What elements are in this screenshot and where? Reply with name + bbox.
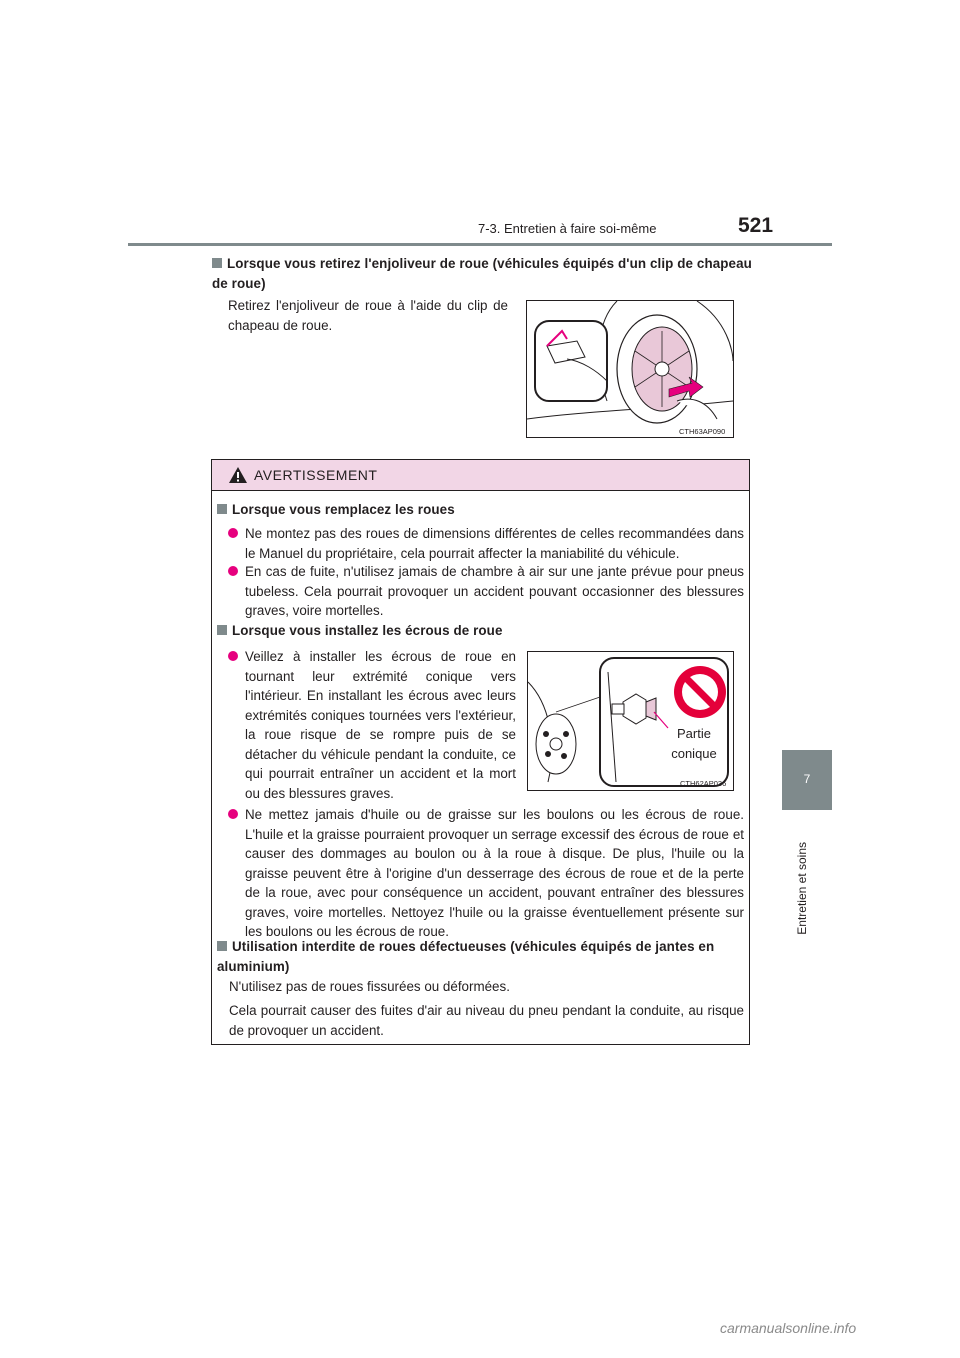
watermark-text: carmanualsonline.info bbox=[720, 1320, 857, 1336]
figure-code: CTH63AP090 bbox=[679, 427, 726, 436]
figure-code: CTH62AP036 bbox=[680, 779, 727, 788]
hubcap-removal-illustration bbox=[527, 301, 733, 437]
hubcap-figure bbox=[526, 300, 734, 438]
warning-sub3-para2: Cela pourrait causer des fuites d'air au niveau du pneu pendant la conduite, au risque de provoquer un accident. bbox=[229, 1003, 744, 1038]
wheel-nut-figure bbox=[527, 651, 734, 791]
chapter-number: 7 bbox=[803, 772, 811, 786]
running-header-section: 7-3. Entretien à faire soi-même bbox=[478, 221, 657, 236]
heading-square-icon bbox=[212, 258, 222, 268]
bullet-dot-icon bbox=[228, 528, 238, 538]
warning-sub3-para1: N'utilisez pas de roues fissurées ou déformées. bbox=[229, 979, 510, 994]
bullet-dot-icon bbox=[228, 566, 238, 576]
heading-square-icon bbox=[217, 941, 227, 951]
warning-box: AVERTISSEMENT Lorsque vous remplacez les roues Ne montez pas des roues de dimensions différentes de celles recommandées dans le Manuel du propriétaire, cela pourrait affecter la maniabilité du véhicule. En cas de fuite, n'utilisez jamais de chambre à air sur une jante prévue pour pneus tubeless. Cela pourrait provoquer un accident pouvant occasionner des blessures graves, voire mortelles. Lorsque vous installez les écrous de roue Veillez à installer les écrous de roue en tournant leur extrémité conique vers l'intérieur. En installant les écrous avec leurs extrémités coniques tournées vers l'extérieur, la roue risque de se rompre puis de se détacher du véhicule pendant la conduite, ce qui pourrait entraîner un accident et la mort ou des blessures graves. Partie conique CTH62AP036 Ne mettez jamais d'huile ou de graisse sur les boulons ou les écrous de roue. L'huile et la graisse pourraient provoquer un serrage excessif des écrous de roue et causer des dommages au boulon ou à la roue à disque. De plus, l'huile ou la graisse peuvent être à l'origine d'un desserrage des écrous de roue et de la perte de la roue, avec pour conséquence un accident, pouvant entraîner des blessures graves, voire mortelles. Nettoyez l'huile ou la graisse éventuellement présente sur les boulons ou les écrous de roue. Utilisation interdite de roues défectueuses (véhicules équipés de jantes en aluminium) N'utilisez pas de roues fissurées ou déformées. Cela pourrait causer des fuites d'air au niveau du pneu pendant la conduite, au risque de provoquer un accident. bbox=[211, 459, 750, 1045]
header-rule bbox=[128, 243, 832, 246]
wheel-nut-illustration bbox=[528, 652, 733, 790]
heading-square-icon bbox=[217, 625, 227, 635]
warning-triangle-icon bbox=[228, 466, 248, 484]
warning-header bbox=[212, 460, 749, 491]
chapter-label: Entretien et soins bbox=[795, 842, 809, 935]
warning-title: AVERTISSEMENT bbox=[254, 467, 378, 483]
bullet-dot-icon bbox=[228, 809, 238, 819]
chapter-tab[interactable] bbox=[782, 750, 832, 810]
warning-sub1-heading: Lorsque vous remplacez les roues bbox=[217, 500, 742, 520]
page-number: 521 bbox=[738, 214, 774, 237]
heading-square-icon bbox=[217, 504, 227, 514]
warning-sub2-heading: Lorsque vous installez les écrous de roue bbox=[217, 621, 742, 641]
bullet-dot-icon bbox=[228, 651, 238, 661]
figure-callout-label: Partie conique bbox=[671, 726, 717, 761]
warning-sub3-heading: Utilisation interdite de roues défectueuses (véhicules équipés de jantes en aluminium) bbox=[217, 939, 715, 974]
hubcap-body: Retirez l'enjoliveur de roue à l'aide du clip de chapeau de roue. bbox=[228, 298, 508, 333]
hubcap-heading: Lorsque vous retirez l'enjoliveur de roue (véhicules équipés d'un clip de chapeau de roue) bbox=[212, 256, 752, 291]
